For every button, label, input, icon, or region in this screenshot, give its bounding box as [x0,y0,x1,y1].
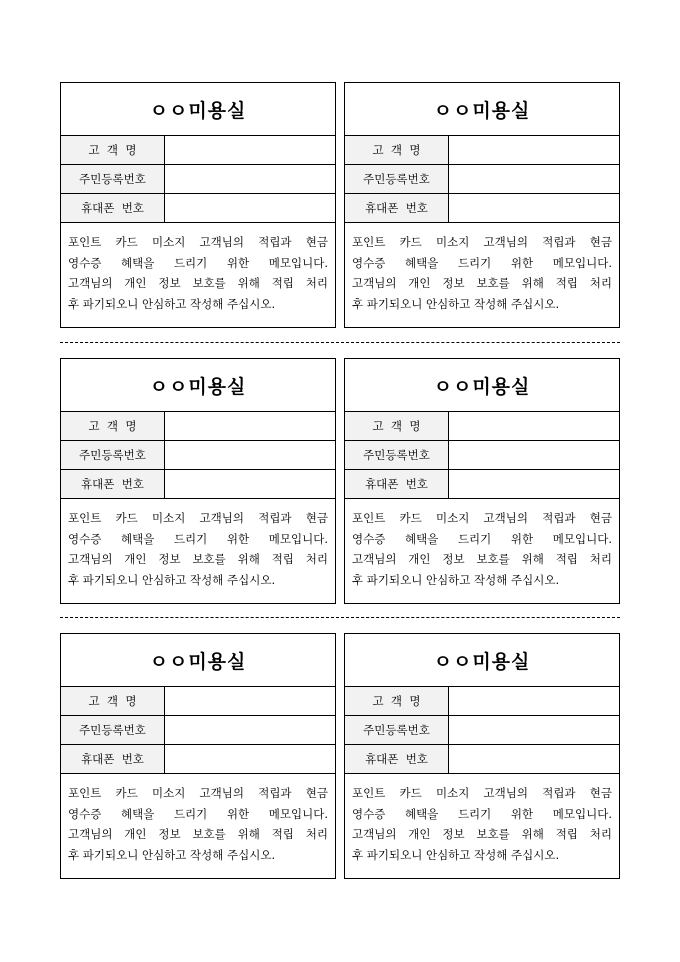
salon-name: ㅇㅇ미용실 [61,634,335,687]
phone-number-field[interactable] [449,470,619,498]
customer-name-field[interactable] [165,412,335,440]
privacy-note-line: 포인트 카드 미소지 고객님의 적립과 현금 [68,511,328,525]
salon-name: ㅇㅇ미용실 [61,359,335,412]
phone-number-label: 휴대폰 번호 [61,194,165,222]
privacy-note-line: 영수증 혜택을 드리기 위한 메모입니다. [352,806,612,821]
resident-number-label: 주민등록번호 [61,441,165,469]
resident-number-field[interactable] [449,165,619,193]
resident-number-field[interactable] [449,441,619,469]
privacy-note-line: 영수증 혜택을 드리기 위한 메모입니다. [352,255,612,270]
privacy-note-line: 후 파기되오니 안심하고 작성해 주십시오. [68,572,276,587]
phone-number-label: 휴대폰 번호 [345,470,449,498]
customer-name-label: 고 객 명 [345,687,449,715]
customer-name-field[interactable] [449,412,619,440]
privacy-note-line: 고객님의 개인 정보 보호를 위해 적립 처리 [352,552,612,566]
resident-number-label: 주민등록번호 [345,441,449,469]
privacy-note-line: 후 파기되오니 안심하고 작성해 주십시오. [352,572,560,587]
cut-line [60,342,620,343]
privacy-note [61,223,335,314]
customer-name-label: 고 객 명 [61,687,165,715]
salon-name: ㅇㅇ미용실 [345,359,619,412]
salon-memo-card [344,82,620,328]
privacy-note-line: 고객님의 개인 정보 보호를 위해 적립 처리 [352,827,612,841]
privacy-note-line: 영수증 혜택을 드리기 위한 메모입니다. [68,255,328,270]
phone-number-row [345,194,619,223]
privacy-note-line: 후 파기되오니 안심하고 작성해 주십시오. [352,296,560,311]
privacy-note [61,774,335,865]
resident-number-label: 주민등록번호 [345,165,449,193]
resident-number-row [61,716,335,745]
resident-number-label: 주민등록번호 [61,716,165,744]
phone-number-label: 휴대폰 번호 [61,470,165,498]
customer-name-label: 고 객 명 [61,136,165,164]
privacy-note [345,774,619,865]
customer-name-field[interactable] [165,687,335,715]
resident-number-row [61,165,335,194]
customer-name-row [61,687,335,716]
phone-number-label: 휴대폰 번호 [345,194,449,222]
customer-name-row [345,136,619,165]
privacy-note-line: 포인트 카드 미소지 고객님의 적립과 현금 [352,235,612,249]
customer-name-field[interactable] [449,687,619,715]
salon-memo-card [344,633,620,879]
privacy-note-line: 고객님의 개인 정보 보호를 위해 적립 처리 [68,276,328,290]
privacy-note-line: 포인트 카드 미소지 고객님의 적립과 현금 [68,786,328,800]
salon-memo-card [60,358,336,604]
customer-name-row [61,136,335,165]
phone-number-row [345,745,619,774]
privacy-note-line: 포인트 카드 미소지 고객님의 적립과 현금 [68,235,328,249]
phone-number-label: 휴대폰 번호 [345,745,449,773]
privacy-note [345,499,619,590]
customer-name-label: 고 객 명 [61,412,165,440]
resident-number-field[interactable] [449,716,619,744]
resident-number-row [345,165,619,194]
resident-number-row [61,441,335,470]
phone-number-field[interactable] [165,745,335,773]
privacy-note-line: 영수증 혜택을 드리기 위한 메모입니다. [352,531,612,546]
phone-number-row [61,470,335,499]
customer-name-row [345,412,619,441]
salon-name: ㅇㅇ미용실 [345,83,619,136]
privacy-note-line: 고객님의 개인 정보 보호를 위해 적립 처리 [352,276,612,290]
phone-number-row [61,745,335,774]
customer-name-label: 고 객 명 [345,412,449,440]
privacy-note-line: 영수증 혜택을 드리기 위한 메모입니다. [68,806,328,821]
phone-number-field[interactable] [165,470,335,498]
privacy-note-line: 고객님의 개인 정보 보호를 위해 적립 처리 [68,827,328,841]
resident-number-field[interactable] [165,441,335,469]
customer-name-field[interactable] [165,136,335,164]
salon-memo-card [344,358,620,604]
customer-name-label: 고 객 명 [345,136,449,164]
customer-name-field[interactable] [449,136,619,164]
resident-number-row [345,716,619,745]
privacy-note-line: 포인트 카드 미소지 고객님의 적립과 현금 [352,511,612,525]
phone-number-label: 휴대폰 번호 [61,745,165,773]
salon-name: ㅇㅇ미용실 [345,634,619,687]
privacy-note-line: 포인트 카드 미소지 고객님의 적립과 현금 [352,786,612,800]
privacy-note-line: 후 파기되오니 안심하고 작성해 주십시오. [68,296,276,311]
privacy-note [345,223,619,314]
resident-number-row [345,441,619,470]
customer-name-row [61,412,335,441]
privacy-note-line: 영수증 혜택을 드리기 위한 메모입니다. [68,531,328,546]
phone-number-field[interactable] [449,194,619,222]
phone-number-field[interactable] [449,745,619,773]
phone-number-row [61,194,335,223]
privacy-note-line: 후 파기되오니 안심하고 작성해 주십시오. [352,847,560,862]
cut-line [60,617,620,618]
resident-number-field[interactable] [165,716,335,744]
phone-number-field[interactable] [165,194,335,222]
salon-name: ㅇㅇ미용실 [61,83,335,136]
salon-memo-card [60,633,336,879]
resident-number-field[interactable] [165,165,335,193]
phone-number-row [345,470,619,499]
privacy-note-line: 고객님의 개인 정보 보호를 위해 적립 처리 [68,552,328,566]
customer-name-row [345,687,619,716]
privacy-note-line: 후 파기되오니 안심하고 작성해 주십시오. [68,847,276,862]
resident-number-label: 주민등록번호 [345,716,449,744]
resident-number-label: 주민등록번호 [61,165,165,193]
privacy-note [61,499,335,590]
salon-memo-card [60,82,336,328]
